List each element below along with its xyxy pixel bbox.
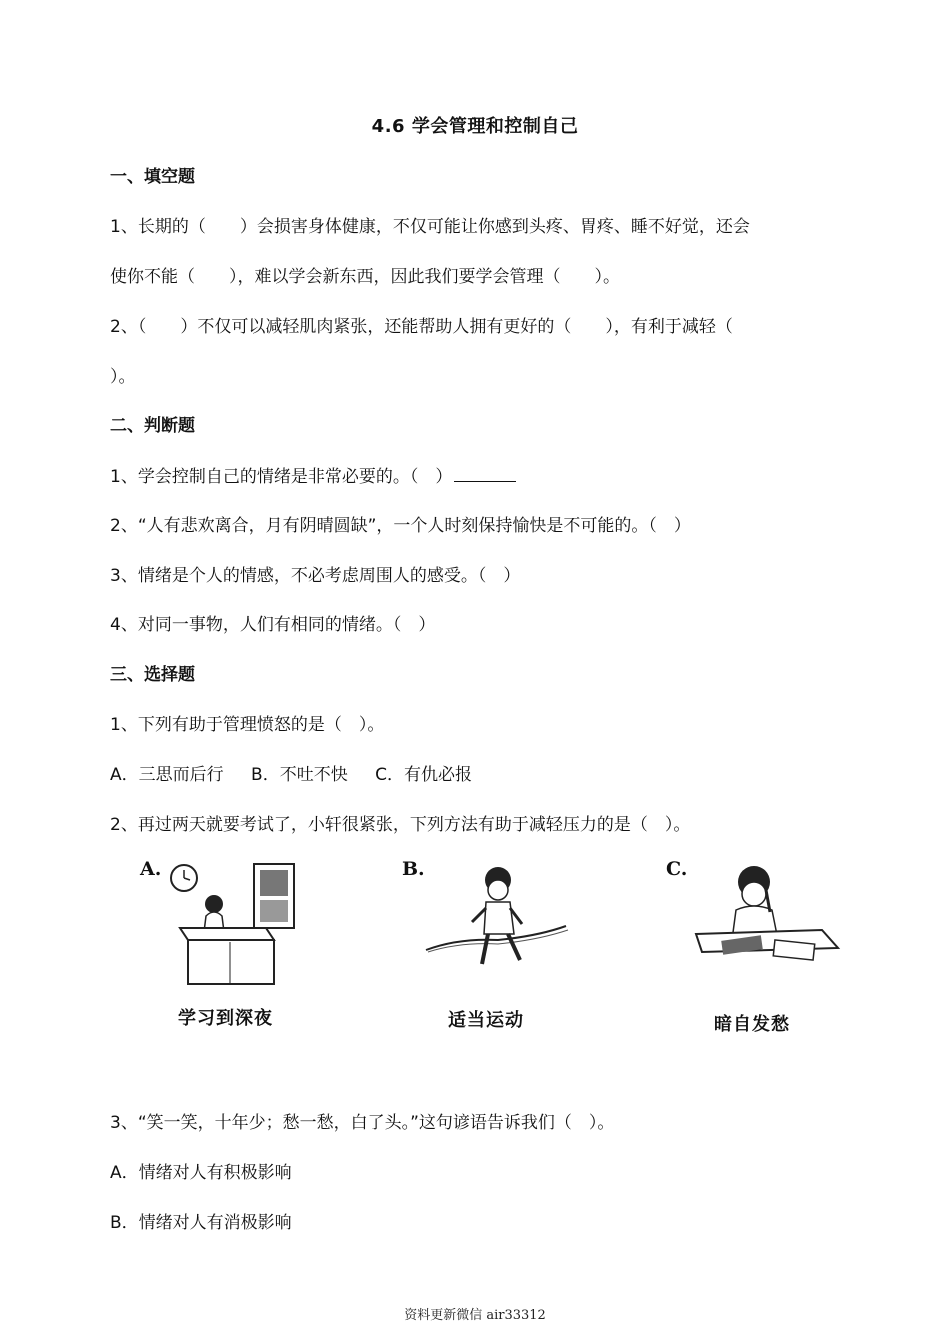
picture-b-letter: B. xyxy=(402,858,425,880)
choice-question-1-options xyxy=(110,760,494,785)
section-heading-fill: 一、填空题 xyxy=(110,167,195,187)
choice-question-3-option-b: B．情绪对人有消极影响 xyxy=(110,1213,292,1233)
judge-question-4: 4、对同一事物，人们有相同的情绪。（ ） xyxy=(110,615,436,635)
choice-question-2: 2、再过两天就要考试了，小轩很紧张，下列方法有助于减轻压力的是（ ）。 xyxy=(110,815,691,835)
worrying-alone-illustration xyxy=(662,856,862,1036)
choice-question-1: 1、下列有助于管理愤怒的是（ ）。 xyxy=(110,715,385,735)
option-a: A．三思而后行 xyxy=(110,765,224,785)
picture-option-c xyxy=(662,856,862,1036)
judge-question-1-text: 1、学会控制自己的情绪是非常必要的。（ ） xyxy=(110,467,453,487)
judge-question-1 xyxy=(110,462,516,487)
picture-c-caption: 暗自发愁 xyxy=(714,1014,790,1035)
picture-a-letter: A. xyxy=(140,858,162,880)
fill-question-1-line-2: 使你不能（ ），难以学会新东西，因此我们要学会管理（ ）。 xyxy=(110,267,620,287)
page-title: 4.6 学会管理和控制自己 xyxy=(371,116,579,137)
picture-option-a xyxy=(136,856,336,1036)
choice-question-3: 3、“笑一笑，十年少；愁一愁，白了头。”这句谚语告诉我们（ ）。 xyxy=(110,1113,615,1133)
judge-question-2: 2、“人有悲欢离合，月有阴晴圆缺”，一个人时刻保持愉快是不可能的。（ ） xyxy=(110,516,691,536)
choice-question-3-option-a: A．情绪对人有积极影响 xyxy=(110,1163,292,1183)
option-b: B．不吐不快 xyxy=(251,765,348,785)
page-footer: 资料更新微信 air33312 xyxy=(404,1308,546,1323)
section-heading-judge: 二、判断题 xyxy=(110,416,195,436)
picture-a-caption: 学习到深夜 xyxy=(178,1008,273,1029)
section-heading-choice: 三、选择题 xyxy=(110,665,195,685)
answer-blank-line xyxy=(454,467,516,482)
judge-question-3: 3、情绪是个人的情感，不必考虑周围人的感受。（ ） xyxy=(110,566,521,586)
picture-c-letter: C. xyxy=(666,858,688,880)
fill-question-2-line-2: ）。 xyxy=(110,367,136,387)
fill-question-1-line-1: 1、长期的（ ）会损害身体健康，不仅可能让你感到头疼、胃疼、睡不好觉，还会 xyxy=(110,217,750,237)
picture-option-b xyxy=(398,856,598,1036)
option-c: C．有仇必报 xyxy=(375,765,472,785)
fill-question-2-line-1: 2、（ ）不仅可以减轻肌肉紧张，还能帮助人拥有更好的（ ），有利于减轻（ xyxy=(110,317,733,337)
picture-b-caption: 适当运动 xyxy=(448,1010,524,1031)
